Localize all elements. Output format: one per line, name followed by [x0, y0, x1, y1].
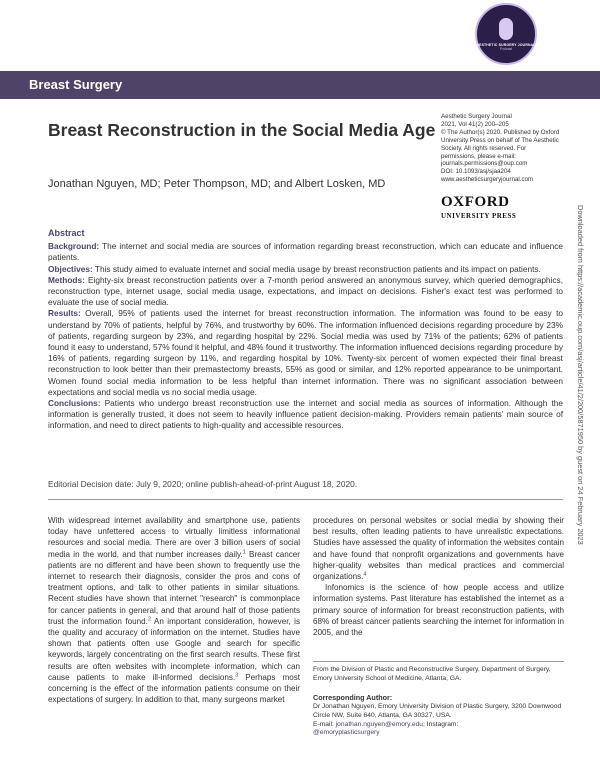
- doi: DOI: 10.1093/asj/sjaa204: [441, 168, 511, 176]
- body-paragraph: procedures on personal websites or social media by showing their best results, often leading patients to have unrealistic expectations. Studies have assessed the quality of information the websites contain and have found that nonprofit organizations and governments have higher-quality websites than medical practices and commercial organizations.$^4$: [313, 516, 564, 582]
- reference-link-4[interactable]: 4: [363, 571, 367, 578]
- copyright-notice: © The Author(s) 2020. Published by Oxford University Press on behalf of The Aesthetic Society. All rights reserved. For permissions, please e-mail: journals.permissions@oup.com: [441, 128, 560, 168]
- corresponding-author-details: Dr Jonathan Nguyen, Emory University Division of Plastic Surgery, 3200 Downwood Circle NW, Suite 640, Atlanta, GA 30327, USA. E-mail: jonathan.nguyen@emory.edu; Instagram: @emoryplasticsurgery: [313, 703, 562, 737]
- abstract-heading: Abstract: [48, 228, 85, 238]
- logo-subtitle: Podcast: [499, 46, 513, 51]
- section-label: Breast Surgery: [29, 77, 123, 92]
- abstract-background: Background: The internet and social media are sources of information regarding breast reconstruction, which can educate and influence patients.: [48, 241, 563, 263]
- reference-link-2[interactable]: 2: [147, 616, 151, 623]
- instagram-link[interactable]: @emoryplasticsurgery: [313, 729, 380, 737]
- abstract-conclusions: Conclusions: Patients who undergo breast reconstruction use the internet and social media as sources of information. Although the information is generally trusted, it does not seem to heavily influence patient decision-making. Providers remain patients' main source of information, and need to direct patients to high-quality and accessible resources.: [48, 398, 563, 431]
- body-column-right: [313, 515, 564, 638]
- logo-title: AESTHETIC SURGERY JOURNAL: [476, 42, 536, 47]
- publisher-name: OXFORD: [441, 194, 510, 210]
- article-title: Breast Reconstruction in the Social Media Age: [48, 120, 436, 140]
- journal-volume: 2021, Vol 41(2) 200–205: [441, 120, 509, 128]
- publisher-subname: UNIVERSITY PRESS: [441, 212, 517, 220]
- editorial-decision: Editorial Decision date: July 9, 2020; online publish-ahead-of-print August 18, 2020.: [48, 479, 358, 489]
- abstract-methods: Methods: Eighty-six breast reconstruction patients over a 7-month period answered an anonymous survey, which queried demographics, reconstruction type, internet usage, social media usage, expectations, and impact on decisions. Fisher's exact test was performed to evaluate the use of social media.: [48, 274, 563, 308]
- section-band: [0, 71, 600, 99]
- corresponding-author-heading: Corresponding Author:: [313, 693, 393, 702]
- reference-link-3[interactable]: 3: [235, 672, 239, 679]
- email-link[interactable]: jonathan.nguyen@emory.edu: [335, 720, 424, 728]
- publication-info: [441, 113, 561, 184]
- abstract: [48, 228, 563, 432]
- microphone-icon: [499, 18, 513, 40]
- article-authors: Jonathan Nguyen, MD; Peter Thompson, MD; and Albert Losken, MD: [48, 178, 386, 190]
- reference-link-1[interactable]: 1: [242, 548, 246, 555]
- body-paragraph: Infonomics is the science of how people access and utilize information systems. Past literature has established the internet as a primary source of information for breast reconstruction patients, with 68% of breast cancer patients searching the internet for information in 2005, and the: [313, 583, 564, 638]
- abstract-results: Results: Overall, 95% of patients used the internet for breast reconstruction information. The information was found to be easy to understand by 70% of patients, helpful by 76%, and trustworthy by 60%. The information influenced decisions regarding procedure by 23% of patients, regarding surgeon by 23%, and regarding hospital by 22%. Social media was used by 71% of the patients; 62% of patients found it easy to understand, 57% found it helpful, and 48% found it trustworthy. The information influenced decisions regarding procedure by 16% of patients, regarding surgeon by 11%, and regarding hospital by 10%. Twenty-six percent of women expected their final breast reconstruction to look better than their premastectomy breasts, 55% as good or similar, and 12% reported appearance to be unimportant. Women found social media information to be less helpful than internet information. There was no significant association between expectations and social media vs no social media usage.: [48, 308, 563, 397]
- download-note: Downloaded from https://academic.oup.com/asj/article/41/2/200/5871950 by guest on 24 February 2023: [576, 205, 585, 545]
- publisher-logo: [441, 195, 561, 220]
- divider: [48, 499, 563, 500]
- journal-name: Aesthetic Surgery Journal: [441, 113, 512, 120]
- journal-logo: [475, 3, 537, 65]
- abstract-objectives: Objectives: This study aimed to evaluate internet and social media usage by breast reconstruction patients and its impact on patients.: [48, 263, 541, 274]
- footnote-divider: [313, 661, 564, 662]
- affiliation-note: From the Division of Plastic and Reconstructive Surgery, Department of Surgery, Emory University School of Medicine, Atlanta, GA.: [313, 666, 551, 682]
- journal-website-link[interactable]: www.aestheticsurgeryjournal.com: [441, 176, 534, 184]
- body-column-left: With widespread internet availability and smartphone use, patients today have unfettered access to virtually limitless informational resources and social media. There are over 3 billion users of social media in the world, and that number increases daily.$^1$ Breast cancer patients are no different and have been shown to frequently use the internet to research their diagnosis, consider the pros and cons of treatment options, and talk to other patients in similar situations. Recent studies have shown that internet "research" is commonplace for cancer patients in general, and that around half of those patients trust the information found.$^2$ An important consideration, however, is the quality and accuracy of information on the internet. Studies have shown that patients often use Google and search for specific keywords, largely concentrating on the first search results. These first results are often websites with incomplete information, which can cause patients to make ill-informed decisions.$^3$ Perhaps most concerning is the effect of the information patients consume on their expectations of surgery. In addition to that, many surgeons market: [48, 516, 301, 705]
